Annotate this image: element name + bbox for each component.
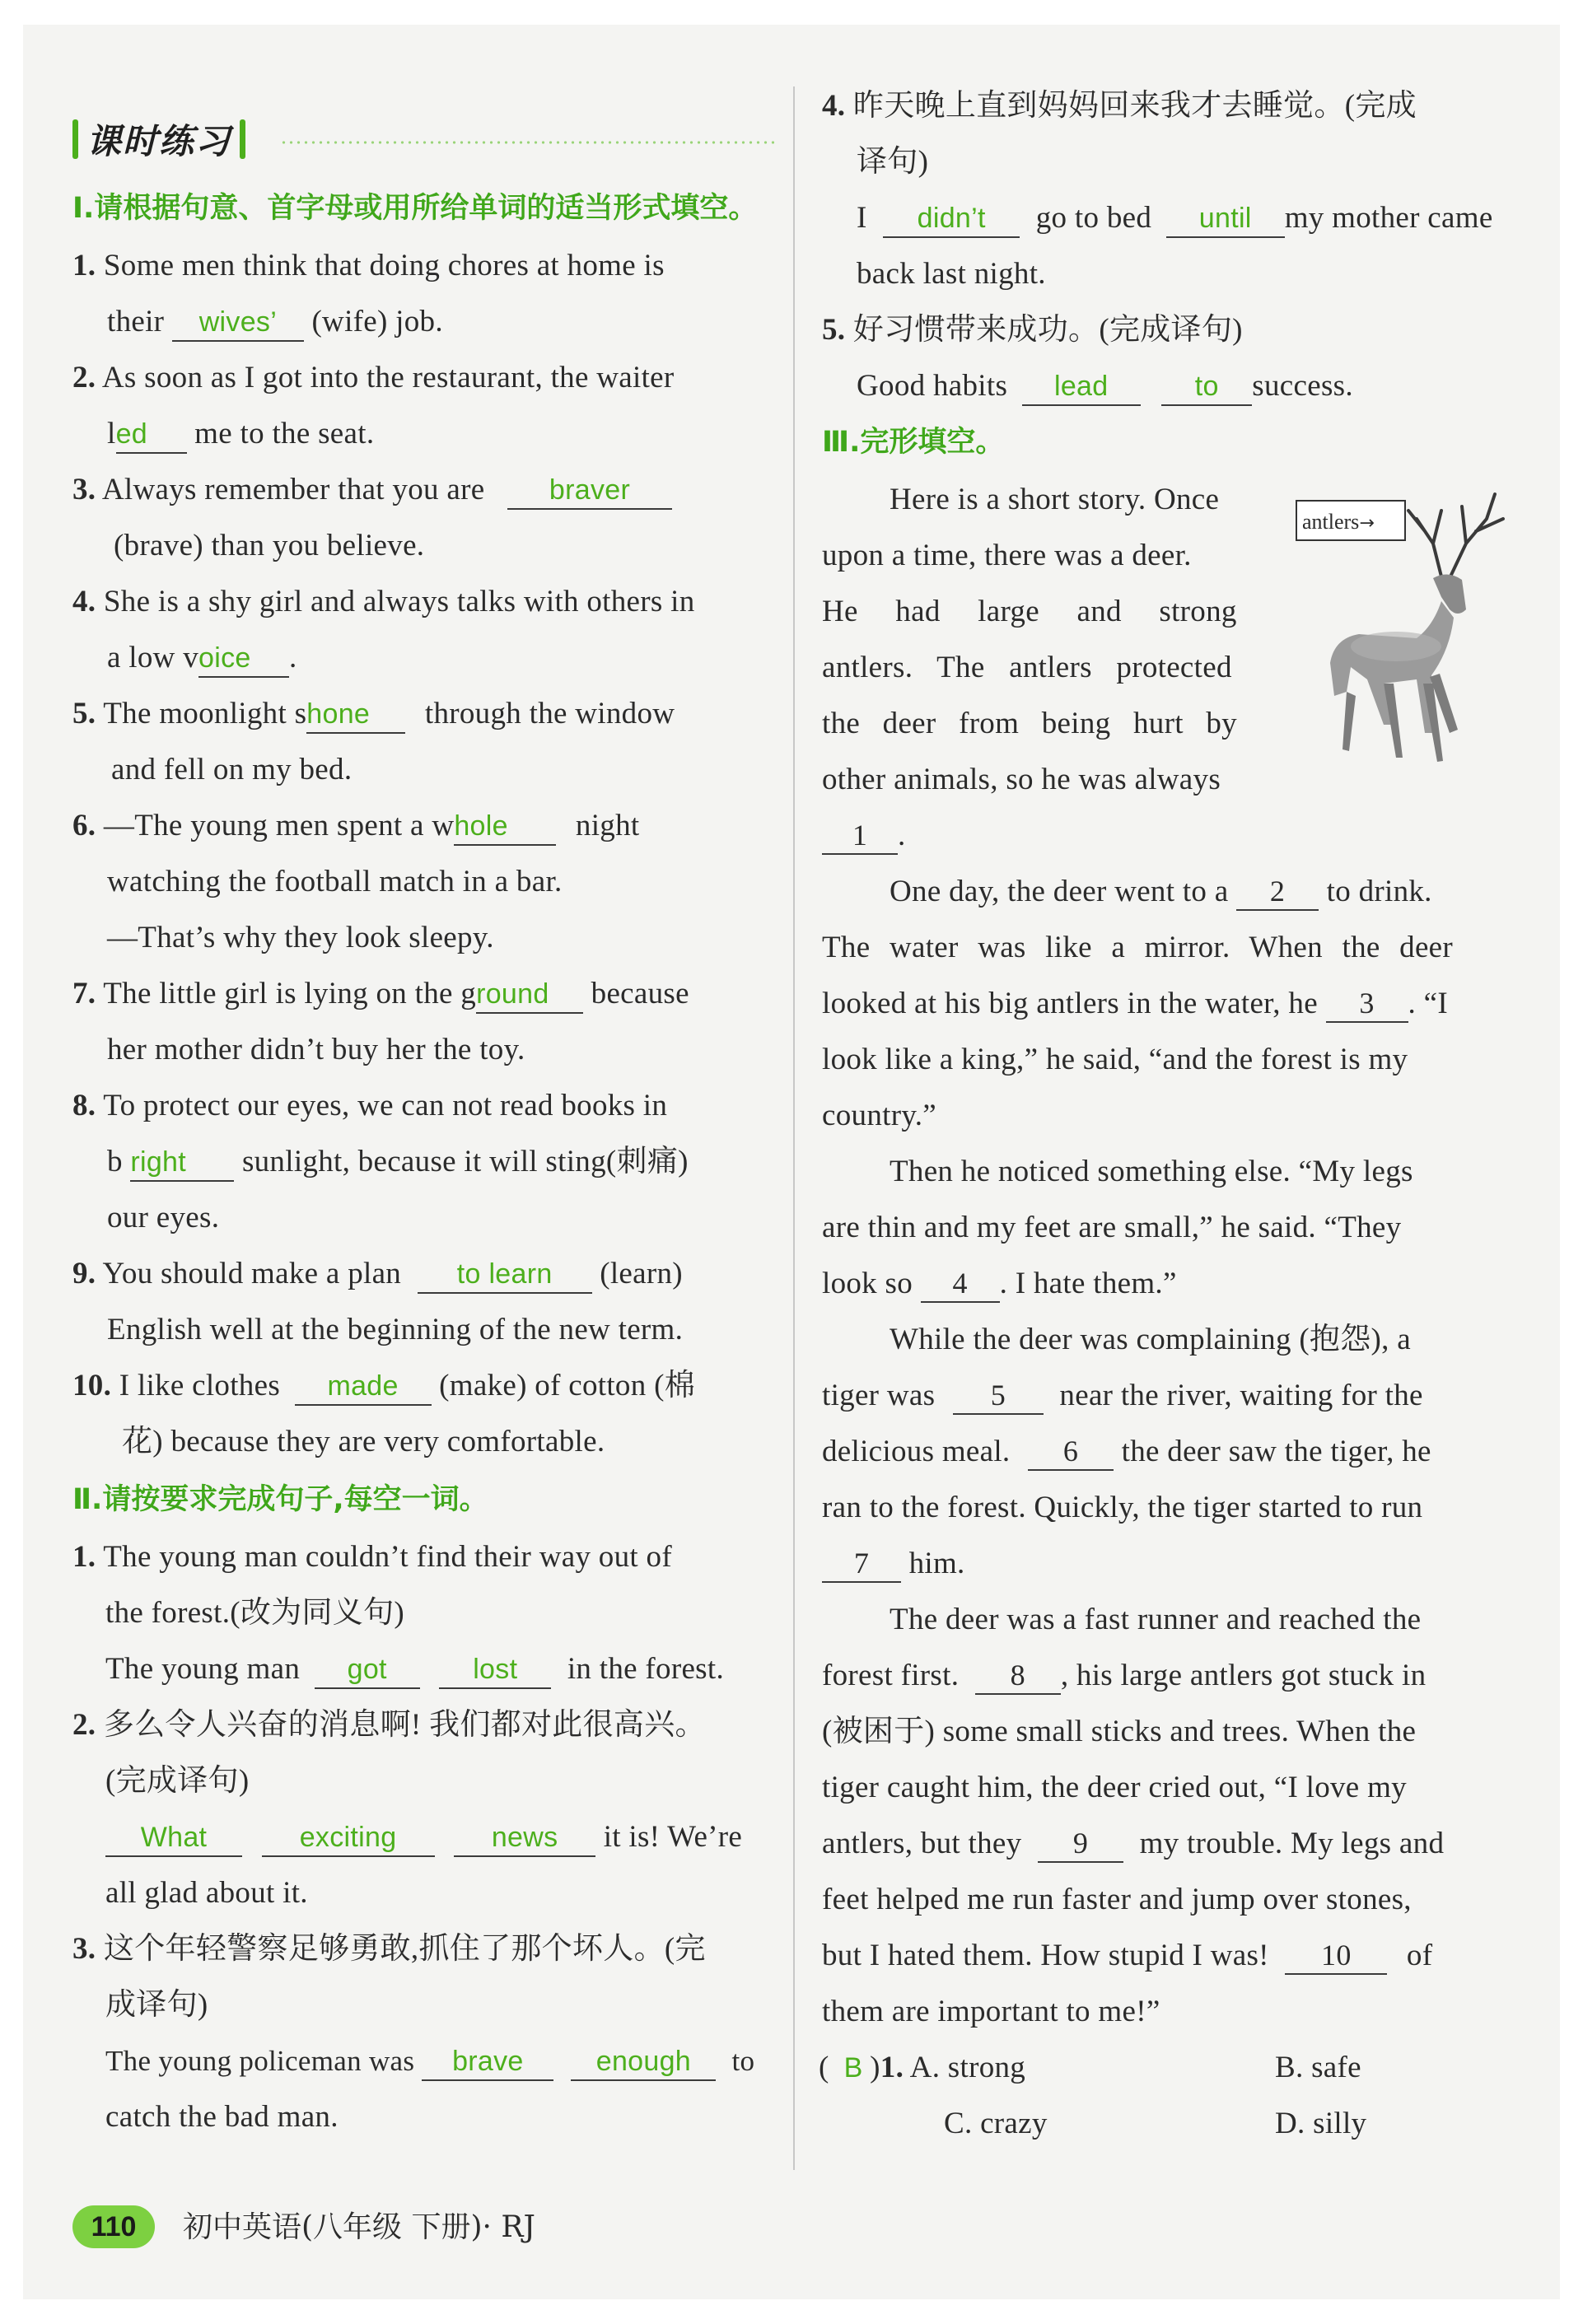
question-text: 昨天晚上直到妈妈回来我才去睡觉。(完成 (852, 89, 1417, 123)
answer-blank[interactable]: hole (454, 808, 556, 846)
answer-blank[interactable]: round (476, 976, 583, 1014)
answer-blank[interactable]: until (1166, 200, 1285, 238)
passage-text: He had large and strong (822, 595, 1237, 628)
question-text: I like clothes (119, 1369, 281, 1402)
passage-text: . “I (1408, 987, 1448, 1020)
question-number: 1. (72, 249, 96, 282)
question-text: The young man (105, 1652, 301, 1686)
choice-q1-row1 (819, 2047, 1025, 2088)
s3-p5-line6: feet helped me run faster and jump over stones, (822, 1883, 1412, 1916)
s1-q5-line2: and fell on my bed. (111, 753, 353, 786)
passage-text: . I hate them.” (999, 1267, 1177, 1300)
question-text: —The young men spent a w (103, 809, 455, 842)
question-text: Always remember that you are (101, 473, 485, 506)
s3-p4-line4: ran to the forest. Quickly, the tiger started to run (822, 1491, 1423, 1524)
cloze-blank[interactable]: 2 (1236, 873, 1319, 911)
question-text: Good habits (857, 369, 1008, 403)
s3-p3-line2: are thin and my feet are small,” he said. “They (822, 1211, 1402, 1244)
s2-q3-line4: catch the bad man. (105, 2100, 339, 2134)
s3-p1-line1: Here is a short story. Once (890, 483, 1220, 516)
passage-text: my trouble. My legs and (1139, 1827, 1445, 1860)
s1-q7-line1 (72, 973, 689, 1015)
s2-q1-line2: the forest.(改为同义句) (105, 1596, 404, 1630)
passage-text: looked at his big antlers in the water, he (822, 987, 1318, 1020)
s3-p5-line7 (822, 1935, 1432, 1976)
s1-q2-line2 (107, 413, 374, 455)
question-text: their (107, 305, 165, 338)
passage-text: delicious meal. (822, 1435, 1011, 1468)
s3-p1-line2: upon a time, there was a deer. (822, 539, 1192, 572)
option-a[interactable]: A. strong (909, 2051, 1026, 2084)
s3-p3-line1: Then he noticed something else. “My legs (890, 1155, 1413, 1188)
question-number: 1. (880, 2051, 904, 2084)
question-text: She is a shy girl and always talks with others in (103, 585, 695, 618)
s3-p2-line2: The water was like a mirror. When the deer (822, 931, 1454, 964)
s2-q2-line3 (105, 1817, 742, 1858)
passage-text: tiger was (822, 1379, 936, 1412)
answer-blank[interactable]: exciting (262, 1819, 435, 1857)
s1-q4-line2 (107, 637, 297, 679)
answer-blank[interactable]: ed (116, 416, 187, 454)
question-number: 4. (822, 89, 846, 123)
question-text: my mother came (1284, 201, 1493, 235)
s1-q6-line1 (72, 805, 639, 847)
s1-q2-line1 (72, 357, 675, 399)
question-number: 5. (822, 313, 846, 347)
answer-blank[interactable]: to learn (418, 1256, 592, 1294)
column-divider (793, 86, 795, 2170)
s3-p1-line5: the deer from being hurt by (822, 707, 1237, 740)
passage-text: but I hated them. How stupid I was! (822, 1939, 1269, 1972)
passage-text: the deer saw the tiger, he (1121, 1435, 1431, 1468)
s1-q8-line3: our eyes. (107, 1201, 220, 1234)
passage-text: to drink. (1326, 875, 1432, 908)
passage-text: of (1406, 1939, 1433, 1972)
answer-blank[interactable]: lost (439, 1651, 551, 1689)
s2-q4-line1 (822, 86, 1417, 127)
answer-bracket[interactable]: ( B ) (819, 2051, 880, 2084)
question-text: The young policeman was (105, 2045, 415, 2077)
question-text: . (289, 641, 297, 674)
s3-p2-line4: look like a king,” he said, “and the forest is my (822, 1043, 1408, 1076)
s1-q3-line2: (brave) than you believe. (114, 529, 425, 562)
question-number: 5. (72, 697, 96, 730)
cloze-blank[interactable]: 10 (1285, 1937, 1387, 1975)
question-text: As soon as I got into the restaurant, the waiter (101, 361, 675, 394)
question-text: to (731, 2045, 755, 2077)
answer-blank[interactable]: right (130, 1144, 234, 1182)
question-text: through the window (424, 697, 675, 730)
question-text: To protect our eyes, we can not read books in (103, 1089, 668, 1122)
question-text: (make) of cotton (棉 (439, 1369, 695, 1402)
page-number-badge: 110 (72, 2205, 155, 2248)
s3-p2-line3 (822, 983, 1448, 1024)
question-text: in the forest. (567, 1652, 725, 1686)
question-text: 多么令人兴奋的消息啊! 我们都对此很高兴。 (103, 1708, 706, 1742)
cloze-blank[interactable]: 3 (1326, 985, 1408, 1023)
s1-q6-line3: —That’s why they look sleepy. (107, 921, 494, 954)
question-text: The moonlight s (103, 697, 307, 730)
s3-p4-line1: While the deer was complaining (抱怨), a (890, 1323, 1411, 1356)
s2-q5-line1 (822, 310, 1243, 351)
passage-text: , his large antlers got stuck in (1060, 1659, 1427, 1692)
s2-q5-line2 (857, 366, 1353, 407)
cloze-blank[interactable]: 5 (953, 1377, 1044, 1415)
s1-q9-line2: English well at the beginning of the new term. (107, 1313, 684, 1346)
question-text: me to the seat. (194, 417, 375, 450)
deer-illustration (1318, 486, 1524, 782)
lesson-title (72, 114, 245, 165)
s1-q4-line1 (72, 581, 695, 623)
s2-q3-line2: 成译句) (105, 1988, 208, 2022)
question-text: Some men think that doing chores at home is (103, 249, 665, 282)
s3-p3-line3 (822, 1263, 1177, 1304)
question-text: The young man couldn’t find their way out of (103, 1540, 672, 1574)
s1-q1-line1 (72, 245, 777, 287)
passage-text: antlers, but they (822, 1827, 1022, 1860)
answer-blank[interactable]: didn’t (883, 200, 1020, 238)
s3-p2-line1 (890, 871, 1432, 912)
s1-q8-line1 (72, 1085, 667, 1127)
question-number: 2. (72, 1708, 96, 1742)
option-c[interactable]: C. crazy (944, 2107, 1048, 2140)
s1-q6-line2: watching the football match in a bar. (107, 865, 563, 898)
s2-q1-line3 (105, 1649, 724, 1690)
question-text: You should make a plan (102, 1257, 402, 1290)
passage-text: look so (822, 1267, 913, 1300)
question-number: 10. (72, 1369, 112, 1402)
s3-p4-line3 (822, 1431, 1431, 1472)
s1-q9-line1 (72, 1253, 683, 1295)
question-text: The little girl is lying on the g (103, 977, 477, 1010)
answer-blank[interactable]: lead (1022, 368, 1141, 406)
answer-blank[interactable]: oice (198, 640, 289, 678)
s3-p5-line2 (822, 1655, 1426, 1696)
title-dotted-rule (280, 140, 774, 145)
s1-q5-line1 (72, 693, 675, 735)
s3-p1-line4: antlers. The antlers protected (822, 651, 1232, 684)
question-text: (wife) job. (311, 305, 443, 338)
s3-p2-line5: country.” (822, 1099, 936, 1132)
lesson-title-text: 课时练习 (86, 121, 232, 161)
s2-q1-line1 (72, 1537, 672, 1578)
answer-blank[interactable]: braver (507, 472, 672, 510)
passage-text: him. (908, 1547, 965, 1580)
question-text: it is! We’re (603, 1820, 743, 1854)
section1-heading: Ⅰ.请根据句意、首字母或用所给单词的适当形式填空。 (72, 192, 758, 225)
question-text: sunlight, because it will sting(刺痛) (241, 1145, 689, 1178)
s3-p1-line3 (822, 591, 1279, 632)
s3-p5-line4: tiger caught him, the deer cried out, “I love my (822, 1771, 1407, 1804)
question-text: b (107, 1145, 123, 1178)
cloze-blank[interactable]: 8 (975, 1657, 1061, 1695)
question-number: 4. (72, 585, 96, 618)
s3-p4-line5 (822, 1543, 965, 1584)
choice-answer: B (843, 2052, 863, 2084)
s3-p5-line5 (822, 1823, 1444, 1864)
answer-blank[interactable]: made (295, 1368, 432, 1406)
s2-q2-line1 (72, 1705, 706, 1746)
s1-q10-line1 (72, 1365, 695, 1407)
answer-blank[interactable]: news (454, 1819, 595, 1857)
question-text: because (591, 977, 689, 1010)
antlers-label-text: antlers (1302, 510, 1360, 534)
antlers-label: antlers→ (1296, 500, 1406, 541)
answer-blank[interactable]: wives’ (172, 304, 304, 342)
s2-q4-line2: 译句) (857, 145, 929, 179)
question-text: success. (1252, 369, 1353, 403)
question-text: (learn) (600, 1257, 683, 1290)
question-text: a low v (107, 641, 199, 674)
answer-blank[interactable]: enough (571, 2043, 716, 2081)
question-number: 9. (72, 1257, 96, 1290)
question-number: 2. (72, 361, 96, 394)
question-text: 这个年轻警察足够勇敢,抓住了那个坏人。(完 (103, 1932, 706, 1966)
s2-q4-line4: back last night. (857, 257, 1046, 291)
question-number: 1. (72, 1540, 96, 1574)
passage-text: forest first. (822, 1659, 960, 1692)
s1-q1-line2 (107, 301, 443, 343)
question-number: 8. (72, 1089, 96, 1122)
s1-q8-line2 (107, 1141, 689, 1183)
question-number: 7. (72, 977, 96, 1010)
title-bar-right (240, 119, 245, 159)
s1-q10-line2: 花) because they are very comfortable. (122, 1425, 605, 1458)
passage-text: near the river, waiting for the (1059, 1379, 1423, 1412)
section2-heading: Ⅱ.请按要求完成句子,每空一词。 (72, 1483, 488, 1516)
s3-p1-line6: other animals, so he was always (822, 763, 1221, 796)
question-text: I (857, 201, 867, 235)
cloze-blank[interactable]: 1 (822, 817, 898, 855)
question-number: 6. (72, 809, 96, 842)
answer-blank[interactable]: to (1161, 368, 1252, 406)
question-text: go to bed (1035, 201, 1152, 235)
answer-blank[interactable]: got (315, 1651, 420, 1689)
question-text: night (575, 809, 640, 842)
s3-p5-line8: them are important to me!” (822, 1995, 1160, 2028)
cloze-blank[interactable]: 7 (822, 1545, 901, 1583)
question-number: 3. (72, 473, 96, 506)
question-text: 好习惯带来成功。(完成译句) (852, 313, 1243, 347)
question-text: l (107, 417, 116, 450)
s2-q4-line3 (857, 198, 1493, 239)
s2-q3-line3 (105, 2041, 754, 2082)
s3-p5-line1: The deer was a fast runner and reached the (890, 1603, 1422, 1636)
option-b[interactable]: B. safe (1275, 2051, 1361, 2084)
s2-q2-line4: all glad about it. (105, 1876, 308, 1910)
question-number: 3. (72, 1932, 96, 1966)
cloze-blank[interactable]: 4 (921, 1265, 1000, 1303)
answer-blank[interactable]: What (105, 1819, 242, 1857)
option-d[interactable]: D. silly (1275, 2107, 1367, 2140)
passage-text: One day, the deer went to a (890, 875, 1229, 908)
s2-q3-line1 (72, 1929, 706, 1970)
s1-q7-line2: her mother didn’t buy her the toy. (107, 1033, 525, 1066)
answer-blank[interactable]: hone (306, 696, 405, 734)
title-bar-left (72, 119, 78, 159)
s3-p1-line7: 1 . (822, 815, 906, 856)
cloze-blank[interactable]: 9 (1038, 1825, 1123, 1863)
section3-heading: Ⅲ.完形填空。 (822, 426, 1005, 459)
s3-p4-line2 (822, 1375, 1423, 1416)
book-title: 初中英语(八年级 下册)· RJ (183, 2210, 535, 2244)
s2-q2-line2: (完成译句) (105, 1764, 250, 1798)
answer-blank[interactable]: brave (422, 2043, 553, 2081)
cloze-blank[interactable]: 6 (1028, 1433, 1114, 1471)
s3-p5-line3: (被困于) some small sticks and trees. When the (822, 1715, 1417, 1748)
s1-q3-line1 (72, 469, 672, 511)
